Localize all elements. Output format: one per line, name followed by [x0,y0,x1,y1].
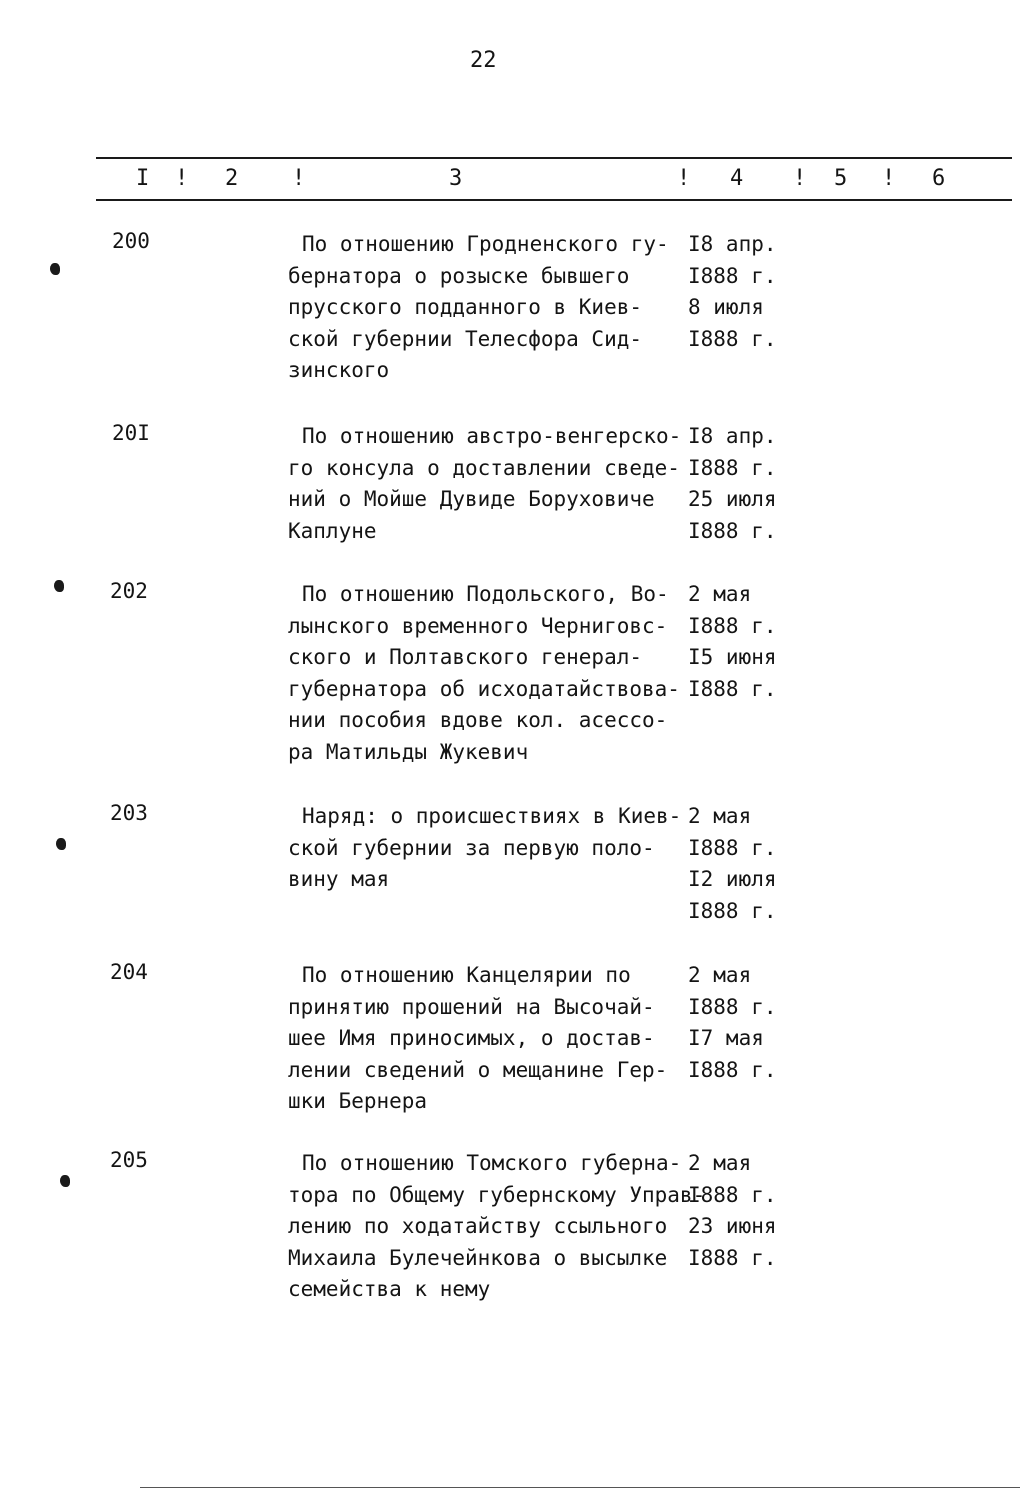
entry-description [288,1148,706,1306]
entry-description [288,960,688,1118]
date-line: I2 июля [688,867,777,891]
date-line: I888 г. [688,326,777,351]
binder-hole-mark [60,1175,70,1187]
description-line: По отношению Томского губерна- [302,1151,682,1175]
entry-number: 202 [110,579,148,603]
date-line: I888 г. [688,1057,777,1082]
header-col1: I [136,166,150,191]
date-line: I888 г. [688,1245,777,1270]
description-line: По отношению Подольского, Во- [302,582,669,606]
description-line: ний о Мойше Дувиде Боруховиче [288,487,655,511]
header-col3: 3 [449,166,463,191]
entry-dates [688,1148,777,1274]
entry-description [288,579,688,768]
date-line: I888 г. [688,994,777,1019]
entry-dates [688,801,777,927]
description-line: ского и Полтавского генерал- [288,645,643,669]
date-line: I888 г. [688,835,777,860]
description-line: вину мая [288,867,390,891]
date-line: 2 мая [688,963,752,987]
entry-description [288,229,688,387]
entry-description [288,421,688,547]
entry-description [288,801,688,896]
date-line: 23 июня [688,1214,777,1238]
description-line: тора по Общему губернскому Управ- [288,1182,706,1207]
binder-hole-mark [56,838,66,850]
description-line: прусского подданного в Киев- [288,295,643,319]
description-line: бернатора о розыске бывшего [288,263,630,288]
table-top-rule [96,157,1012,159]
header-separator: ! [882,166,896,191]
entry-number: 200 [112,229,150,253]
header-separator: ! [677,166,691,191]
date-line: I888 г. [688,898,777,923]
date-line: I888 г. [688,1182,777,1207]
page-number: 22 [470,48,497,73]
description-line: шее Имя приносимых, о достав- [288,1026,655,1050]
header-col4: 4 [730,166,744,191]
description-line: губернатора об исходатайствова- [288,676,680,701]
date-line: 2 мая [688,1151,752,1175]
description-line: ра Матильды Жукевич [288,739,529,764]
description-line: ской губернии Телесфора Сид- [288,326,643,351]
date-line: 25 июля [688,487,777,511]
date-line: I7 мая [688,1026,764,1050]
date-line: I5 июня [688,645,777,669]
header-col5: 5 [834,166,848,191]
description-line: принятию прошений на Высочай- [288,994,655,1019]
binder-hole-mark [54,580,64,592]
description-line: лении сведений о мещанине Гер- [288,1057,668,1082]
date-line: I888 г. [688,676,777,701]
description-line: зинского [288,358,390,382]
description-line: нии пособия вдове кол. асессо- [288,708,668,732]
description-line: Наряд: о происшествиях в Киев- [302,804,682,828]
entry-dates [688,960,777,1086]
description-line: ской губернии за первую поло- [288,835,655,860]
date-line: 2 мая [688,582,752,606]
entry-dates [688,421,777,547]
description-line: лынского временного Черниговс- [288,613,668,638]
date-line: I888 г. [688,263,777,288]
description-line: По отношению Гродненского гу- [302,232,669,256]
description-line: Михаила Булечейнкова о высылке [288,1245,668,1270]
description-line: го консула о доставлении сведе- [288,455,680,480]
date-line: I888 г. [688,455,777,480]
description-line: По отношению Канцелярии по [302,963,631,987]
description-line: Каплуне [288,518,377,543]
date-line: I888 г. [688,613,777,638]
date-line: I888 г. [688,518,777,543]
entry-number: 20I [112,421,150,445]
bottom-edge-rule [140,1487,1020,1488]
description-line: лению по ходатайству ссыльного [288,1214,668,1238]
date-line: 2 мая [688,804,752,828]
entry-dates [688,229,777,355]
table-header-rule [96,199,1012,201]
description-line: семейства к нему [288,1277,491,1301]
header-col2: 2 [225,166,239,191]
description-line: шки Бернера [288,1089,428,1113]
header-separator: ! [793,166,807,191]
date-line: 8 июля [688,295,764,319]
date-line: I8 апр. [688,232,777,256]
entry-number: 205 [110,1148,148,1172]
entry-number: 204 [110,960,148,984]
description-line: По отношению австро-венгерско- [302,424,682,448]
entry-number: 203 [110,801,148,825]
entry-dates [688,579,777,705]
binder-hole-mark [50,263,60,275]
header-separator: ! [175,166,189,191]
header-col6: 6 [932,166,946,191]
date-line: I8 апр. [688,424,777,448]
header-separator: ! [292,166,306,191]
